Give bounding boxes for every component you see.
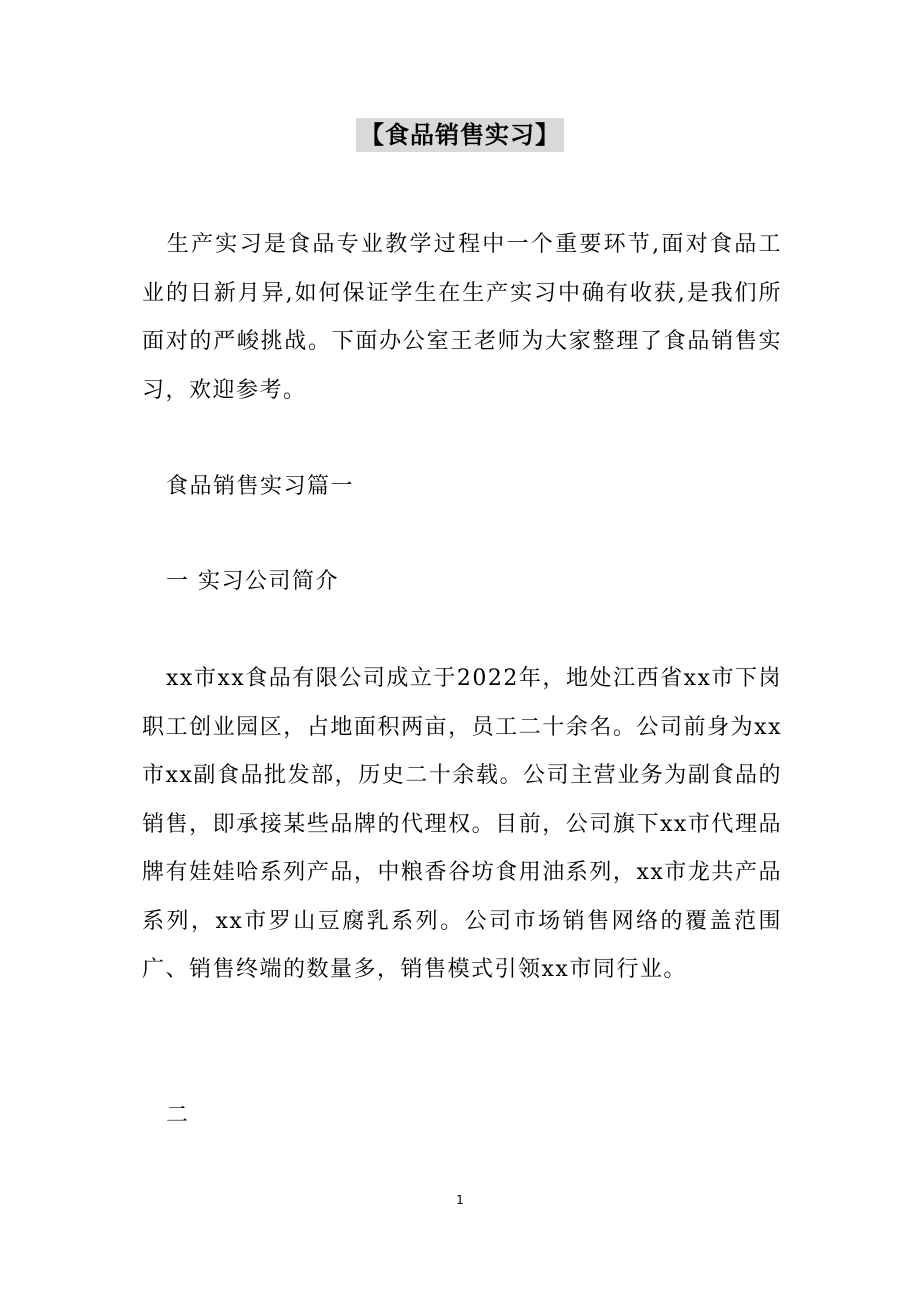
next-section-heading <box>142 1092 782 1141</box>
company-paragraph-text: xx市xx食品有限公司成立于2022年，地处江西省xx市下岗职工创业园区，占地面积两亩，员工二十余名。公司前身为xx市xx副食品批发部，历史二十余载。公司主营业务为副食品的销售，即承接某些品牌的代理权。目前，公司旗下xx市代理品牌有娃娃哈系列产品，中粮香谷坊食用油系列，xx市龙共产品系列，xx市罗山豆腐乳系列。公司市场销售网络的覆盖范围广、销售终端的数量多，销售模式引领xx市同行业。 <box>142 666 782 982</box>
intro-text: 生产实习是食品专业教学过程中一个重要环节,面对食品工业的日新月异,如何保证学生在生产实习中确有收获,是我们所面对的严峻挑战。下面办公室王老师为大家整理了食品销售实习，欢迎参考。 <box>142 232 782 403</box>
subsection-heading-text: 一 实习公司简介 <box>166 569 339 594</box>
next-section-heading-text: 二 <box>166 1103 190 1128</box>
document-title: 【食品销售实习】 <box>356 118 564 152</box>
intro-paragraph <box>142 221 782 415</box>
subsection-heading <box>142 558 782 607</box>
company-paragraph <box>142 655 782 995</box>
section-heading <box>142 463 782 512</box>
page-number: 1 <box>456 1193 464 1207</box>
title-container <box>0 118 920 152</box>
section-heading-text: 食品销售实习篇一 <box>166 474 355 499</box>
